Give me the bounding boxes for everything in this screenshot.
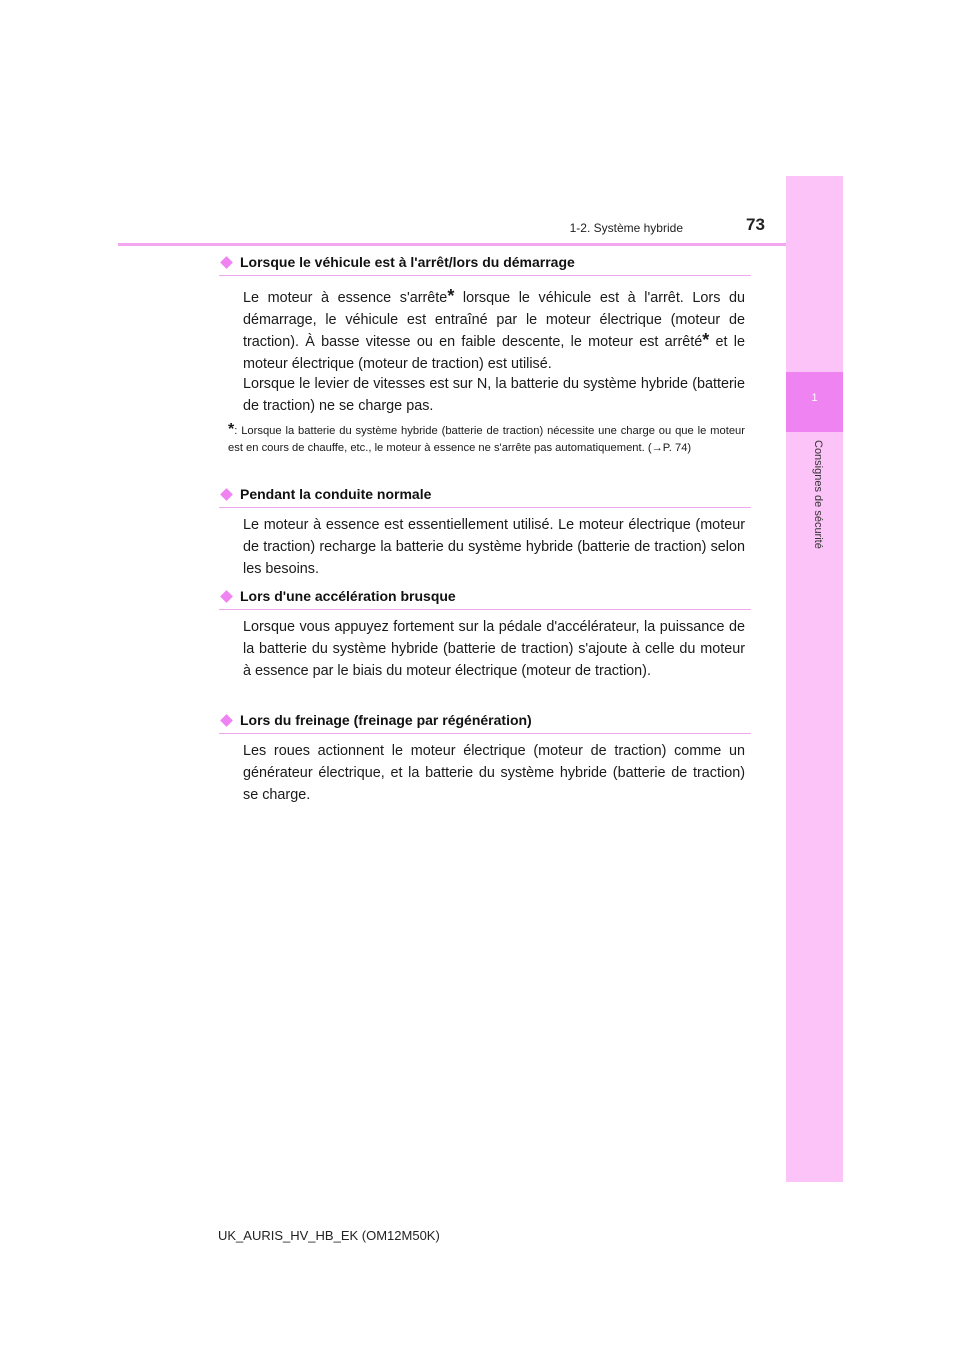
paragraph: Lorsque le levier de vitesses est sur N, la batterie du système hybride (batterie de traction) ne se charge pas. (243, 376, 745, 414)
heading-text: Lors du freinage (freinage par régénération) (240, 712, 532, 728)
page-number: 73 (746, 215, 765, 234)
document-code: UK_AURIS_HV_HB_EK (OM12M50K) (218, 1228, 440, 1243)
asterisk-marker: * (702, 330, 710, 350)
footnote-text: : Lorsque la batterie du système hybride (batterie de traction) nécessite une charge ou que le moteur est en cours de chauffe, etc., le moteur à essence ne s'arrête pas automatiquement. (→P. 74) (228, 425, 745, 454)
side-tab (786, 176, 843, 1182)
diamond-bullet-icon (220, 488, 233, 501)
footnote-marker: * (228, 421, 235, 438)
section-title: 1-2. Système hybride (569, 221, 683, 235)
heading-text: Lors d'une accélération brusque (240, 588, 456, 604)
paragraph: Le moteur à essence est essentiellement utilisé. Le moteur électrique (moteur de traction) recharge la batterie du système hybride (batterie de traction) selon les besoins. (243, 517, 745, 577)
header-rule (118, 243, 786, 246)
heading-text: Lorsque le véhicule est à l'arrêt/lors du démarrage (240, 254, 575, 270)
paragraph: Les roues actionnent le moteur électrique (moteur de traction) comme un générateur électrique, et la batterie du système hybride (batterie de traction) se charge. (243, 743, 745, 803)
chapter-label: Consignes de sécurité (812, 440, 824, 549)
diamond-bullet-icon (220, 256, 233, 269)
footnote (228, 421, 745, 457)
diamond-bullet-icon (220, 590, 233, 603)
section-heading (219, 254, 751, 276)
section-heading (219, 712, 751, 734)
text-run: Le moteur à essence s'arrête (243, 290, 448, 306)
asterisk-marker: * (447, 286, 455, 306)
section-heading (219, 486, 751, 508)
text-run: et le moteur électrique (moteur de traction) est utilisé. (243, 334, 745, 372)
paragraph (243, 287, 745, 375)
paragraph: Lorsque vous appuyez fortement sur la pédale d'accélérateur, la puissance de la batterie du système hybride (batterie de traction) s'ajoute à celle du moteur à essence par le biais du moteur électrique (moteur de traction). (243, 619, 745, 679)
section-heading (219, 588, 751, 610)
diamond-bullet-icon (220, 714, 233, 727)
text-run: lorsque le véhicule est à l'arrêt. Lors du démarrage, le véhicule est entraîné par le moteur électrique (moteur de traction). À basse vitesse ou en faible descente, le moteur est arrêté (243, 290, 745, 350)
heading-text: Pendant la conduite normale (240, 486, 432, 502)
chapter-number: 1 (811, 392, 818, 404)
